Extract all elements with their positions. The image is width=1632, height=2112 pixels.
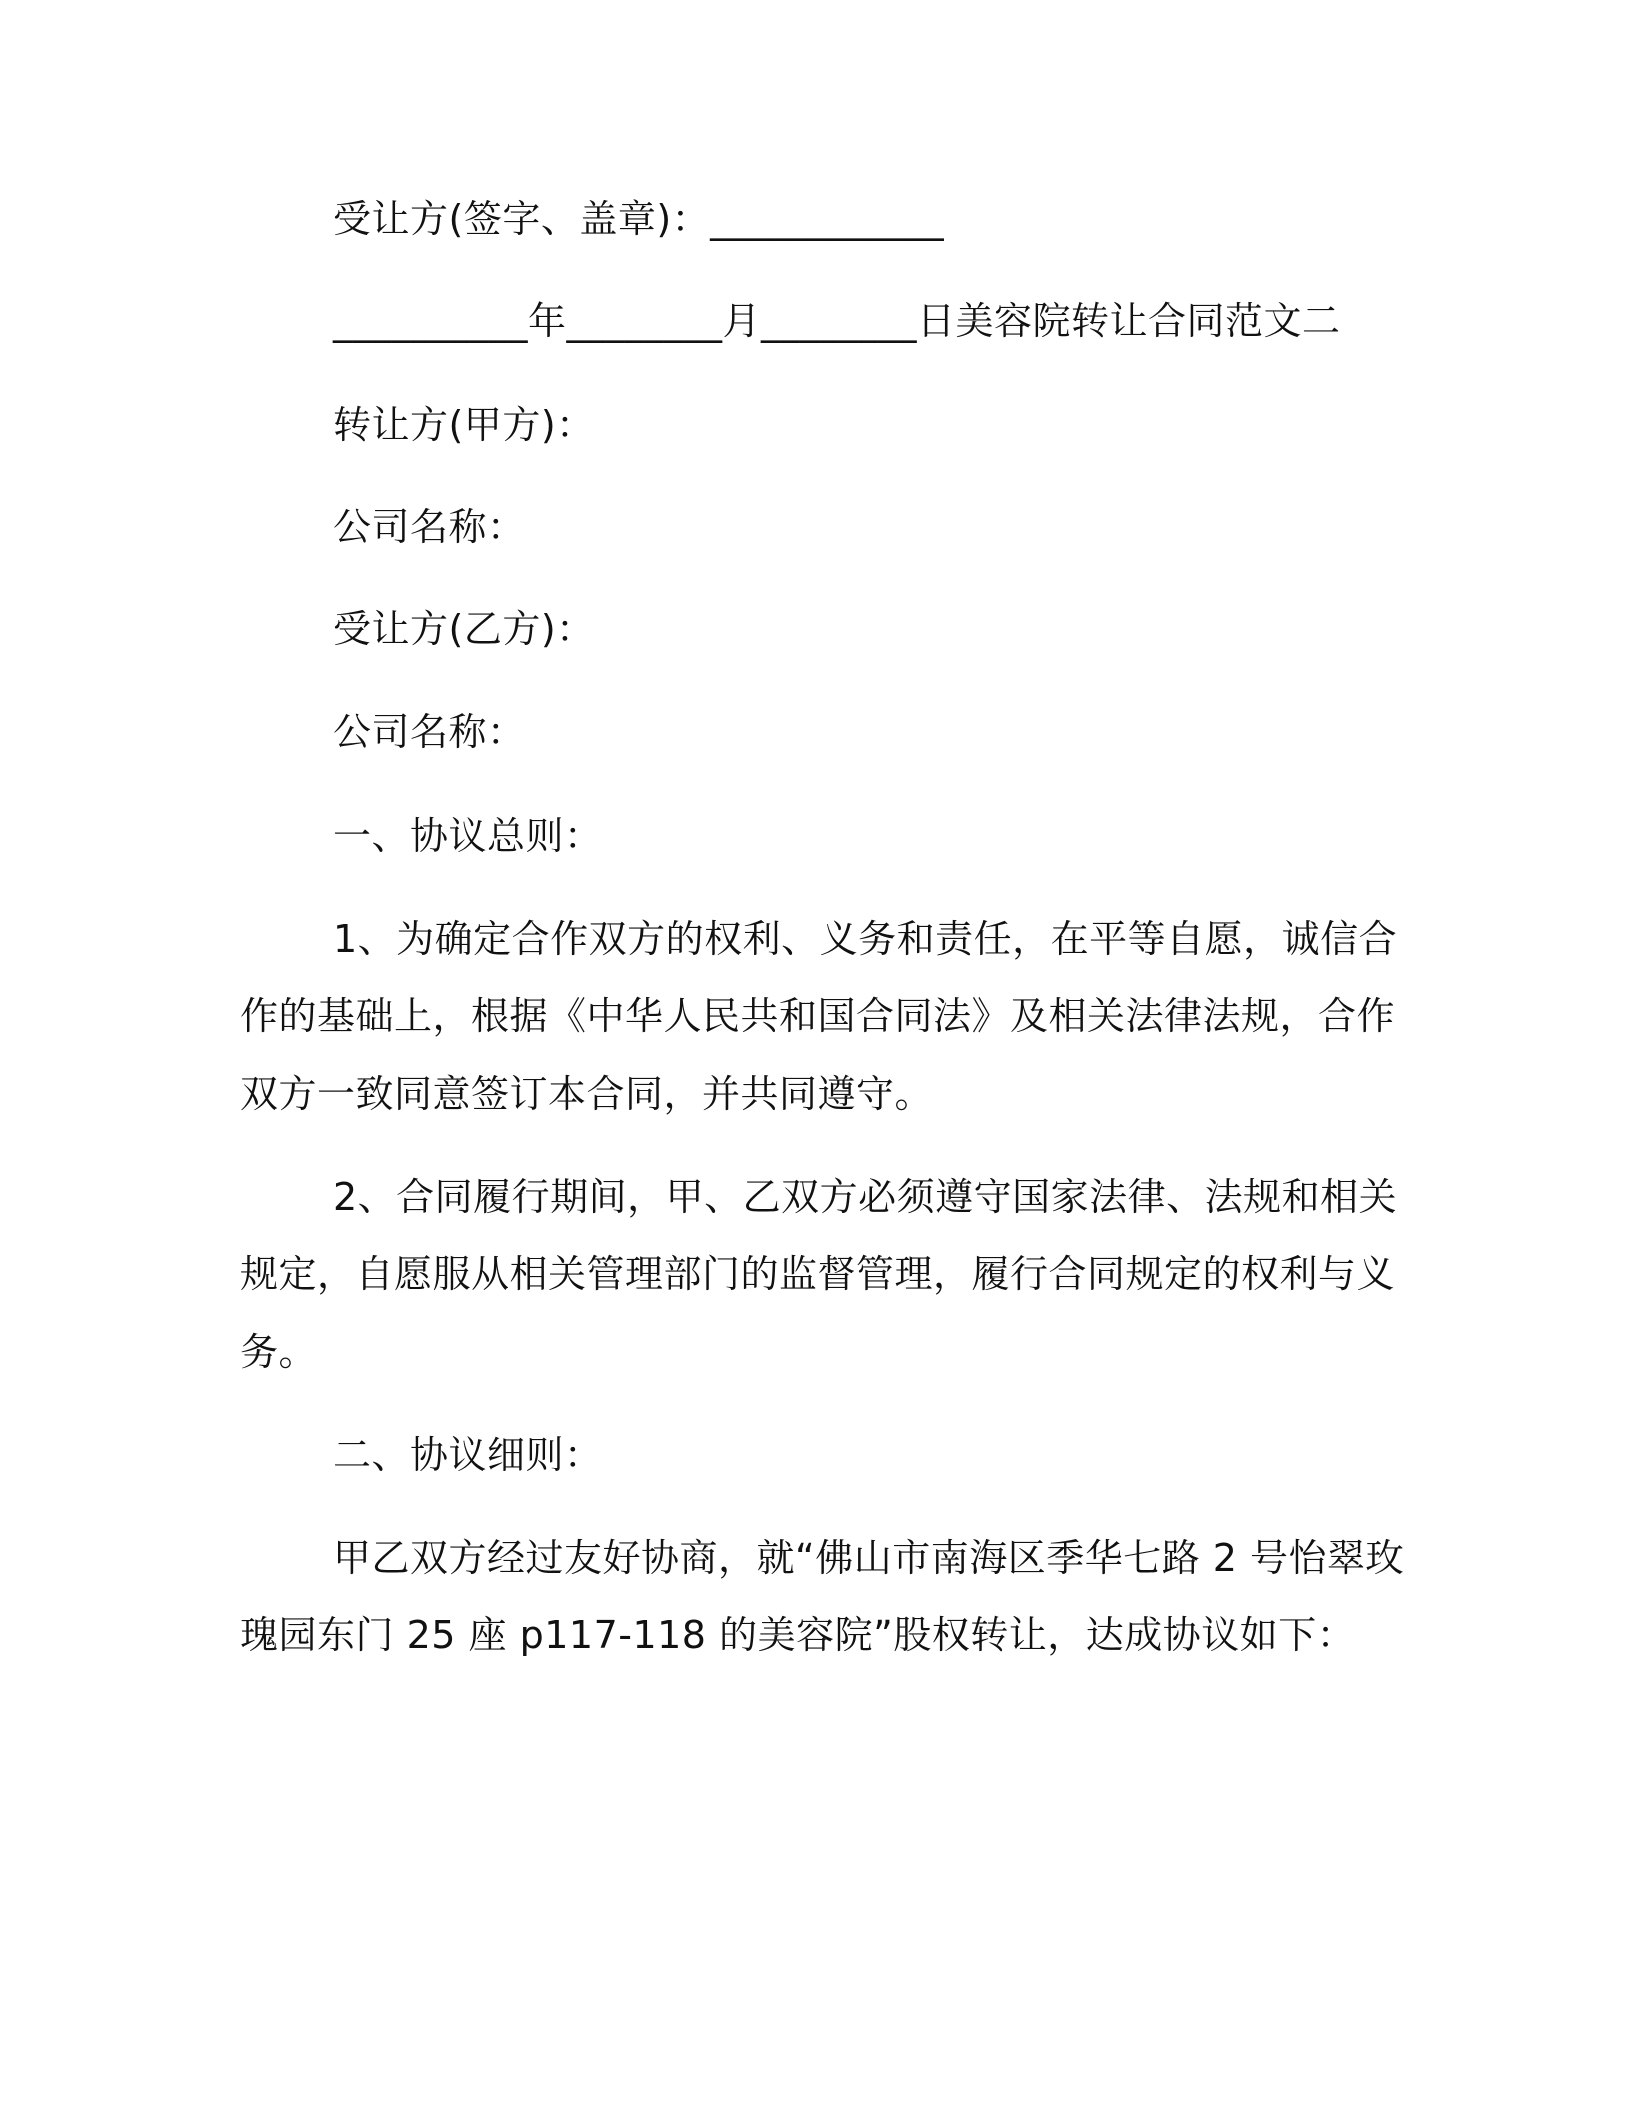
section-heading-details: 二、协议细则：: [333, 1433, 603, 1477]
assignee-signature-line: 受让方(签字、盖章)：____________: [333, 197, 945, 241]
company-name-b-label: 公司名称：: [333, 710, 526, 754]
company-name-a-label: 公司名称：: [333, 505, 526, 549]
transferor-party-a-label: 转让方(甲方)：: [333, 403, 595, 447]
date-and-title-line: __________年________月________日美容院转让合同范文二: [333, 299, 1341, 343]
clause-2-line-1: 2、合同履行期间，甲、乙双方必须遵守国家法律、法规和相关: [333, 1175, 1398, 1219]
section-heading-general: 一、协议总则：: [333, 814, 603, 858]
clause-1-line-1: 1、为确定合作双方的权利、义务和责任，在平等自愿，诚信合: [333, 917, 1398, 961]
clause-1-line-2: 作的基础上，根据《中华人民共和国合同法》及相关法律法规，合作: [240, 994, 1396, 1038]
details-paragraph-line-2: 瑰园东门 25 座 p117-118 的美容院”股权转让，达成协议如下：: [240, 1613, 1356, 1657]
details-paragraph-line-1: 甲乙双方经过友好协商，就“佛山市南海区季华七路 2 号怡翠玫: [333, 1536, 1405, 1580]
assignee-party-b-label: 受让方(乙方)：: [333, 607, 595, 651]
clause-2-line-3: 务。: [240, 1330, 318, 1374]
clause-1-line-3: 双方一致同意签订本合同，并共同遵守。: [240, 1072, 934, 1116]
clause-2-line-2: 规定，自愿服从相关管理部门的监督管理，履行合同规定的权利与义: [240, 1252, 1396, 1296]
